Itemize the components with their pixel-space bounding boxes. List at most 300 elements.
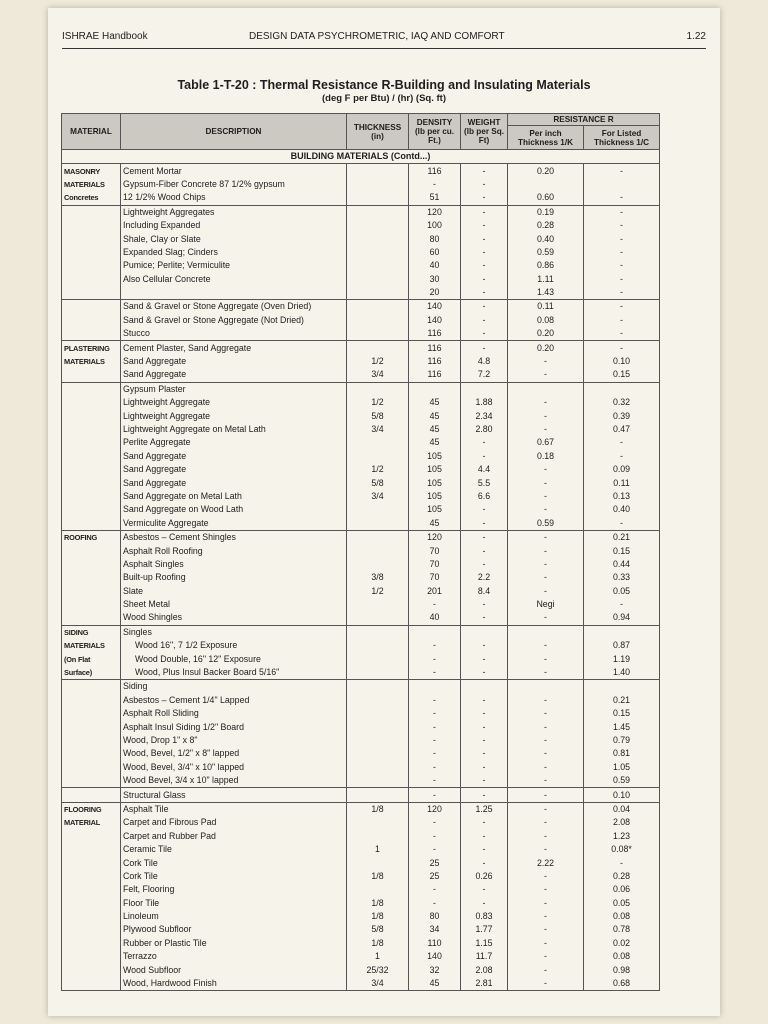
description-cell: Lightweight Aggregates <box>121 205 347 219</box>
material-cell <box>62 950 121 963</box>
thickness-cell <box>347 503 409 516</box>
density-cell: 70 <box>409 544 461 557</box>
for-listed-cell: 0.98 <box>584 963 660 976</box>
material-cell <box>62 396 121 409</box>
thickness-cell <box>347 341 409 355</box>
material-cell <box>62 517 121 531</box>
density-cell: 105 <box>409 463 461 476</box>
weight-cell: - <box>461 273 508 286</box>
table-row <box>62 816 660 829</box>
header-chapter-title: DESIGN DATA PSYCHROMETRIC, IAQ AND COMFORT <box>249 31 505 42</box>
table-row <box>62 896 660 909</box>
thickness-cell: 1/8 <box>347 802 409 816</box>
thickness-cell <box>347 747 409 760</box>
weight-cell: - <box>461 286 508 300</box>
for-listed-cell: - <box>584 273 660 286</box>
for-listed-cell: - <box>584 598 660 611</box>
weight-cell: - <box>461 598 508 611</box>
density-cell: 45 <box>409 396 461 409</box>
density-cell: 120 <box>409 205 461 219</box>
material-cell <box>62 937 121 950</box>
density-cell: 60 <box>409 246 461 259</box>
for-listed-cell: - <box>584 314 660 327</box>
weight-head: WEIGHT <box>467 118 501 127</box>
per-inch-cell: 0.40 <box>508 232 584 245</box>
description-cell: Siding <box>121 680 347 694</box>
per-inch-cell: - <box>508 652 584 665</box>
density-cell: - <box>409 720 461 733</box>
header-rule <box>62 48 706 49</box>
thickness-cell <box>347 666 409 680</box>
for-listed-cell <box>584 382 660 396</box>
weight-cell: - <box>461 544 508 557</box>
description-cell: Asphalt Tile <box>121 802 347 816</box>
weight-cell: - <box>461 503 508 516</box>
per-inch-cell <box>508 382 584 396</box>
table-row <box>62 830 660 843</box>
weight-cell: 8.4 <box>461 585 508 598</box>
for-listed-cell: 0.05 <box>584 585 660 598</box>
for-listed-cell <box>584 680 660 694</box>
material-cell <box>62 232 121 245</box>
density-cell: 116 <box>409 327 461 341</box>
weight-cell: 0.83 <box>461 910 508 923</box>
material-cell <box>62 286 121 300</box>
for-listed-cell: 0.32 <box>584 396 660 409</box>
thickness-cell <box>347 856 409 869</box>
description-cell: Sand Aggregate <box>121 476 347 489</box>
thickness-cell <box>347 191 409 205</box>
col-header-description: DESCRIPTION <box>121 114 347 150</box>
description-cell: Asphalt Roll Sliding <box>121 707 347 720</box>
weight-cell: - <box>461 450 508 463</box>
description-cell: Wood, Bevel, 3/4" x 10" lapped <box>121 761 347 774</box>
thickness-cell <box>347 259 409 272</box>
description-cell: Also Cellular Concrete <box>121 273 347 286</box>
density-cell: 45 <box>409 517 461 531</box>
weight-cell: - <box>461 652 508 665</box>
table-row <box>62 191 660 205</box>
col-header-density <box>409 114 461 150</box>
per-inch-cell: - <box>508 910 584 923</box>
per-inch-cell: - <box>508 883 584 896</box>
density-cell: 40 <box>409 611 461 625</box>
thickness-cell <box>347 611 409 625</box>
weight-cell: - <box>461 178 508 191</box>
thickness-cell: 25/32 <box>347 963 409 976</box>
material-cell <box>62 720 121 733</box>
material-cell: MATERIALS <box>62 639 121 652</box>
thickness-cell <box>347 625 409 639</box>
for-listed-cell: 0.21 <box>584 694 660 707</box>
material-cell <box>62 490 121 503</box>
weight-cell: - <box>461 436 508 449</box>
for-listed-cell: 0.59 <box>584 774 660 788</box>
weight-cell: 2.34 <box>461 409 508 422</box>
description-cell: Vermiculite Aggregate <box>121 517 347 531</box>
material-cell <box>62 788 121 802</box>
material-cell <box>62 558 121 571</box>
thickness-cell <box>347 450 409 463</box>
table-row <box>62 937 660 950</box>
weight-cell: 6.6 <box>461 490 508 503</box>
table-title: Table 1-T-20 : Thermal Resistance R-Building and Insulating Materials <box>177 78 591 92</box>
for-listed-cell: - <box>584 450 660 463</box>
material-cell <box>62 707 121 720</box>
density-cell: 45 <box>409 436 461 449</box>
material-cell: FLOORING <box>62 802 121 816</box>
density-cell: 140 <box>409 314 461 327</box>
density-cell: 30 <box>409 273 461 286</box>
for-listed-cell: 0.10 <box>584 355 660 368</box>
density-cell: - <box>409 707 461 720</box>
per-inch-cell: 0.20 <box>508 164 584 178</box>
thickness-cell <box>347 314 409 327</box>
col-header-thickness: THICKNESS (in) <box>347 114 409 150</box>
per-inch-cell: - <box>508 544 584 557</box>
density-cell: - <box>409 761 461 774</box>
for-listed-cell: 0.11 <box>584 476 660 489</box>
material-cell <box>62 963 121 976</box>
weight-cell: 2.2 <box>461 571 508 584</box>
density-cell: 80 <box>409 910 461 923</box>
density-cell: 51 <box>409 191 461 205</box>
for-listed-cell: 0.44 <box>584 558 660 571</box>
for-listed-cell: 0.15 <box>584 368 660 382</box>
per-inch-cell: - <box>508 355 584 368</box>
section-title: BUILDING MATERIALS (Contd...) <box>62 150 660 164</box>
weight-cell: - <box>461 259 508 272</box>
description-cell: Shale, Clay or Slate <box>121 232 347 245</box>
table-row <box>62 463 660 476</box>
material-cell <box>62 761 121 774</box>
for-listed-cell: - <box>584 232 660 245</box>
weight-cell: 2.80 <box>461 423 508 436</box>
table-row <box>62 368 660 382</box>
thickness-cell <box>347 652 409 665</box>
weight-cell: - <box>461 734 508 747</box>
density-cell: 201 <box>409 585 461 598</box>
density-cell: 105 <box>409 490 461 503</box>
density-cell: 20 <box>409 286 461 300</box>
per-inch-cell: 0.18 <box>508 450 584 463</box>
thickness-cell <box>347 273 409 286</box>
table-row <box>62 530 660 544</box>
description-cell: Perlite Aggregate <box>121 436 347 449</box>
thickness-cell: 5/8 <box>347 476 409 489</box>
density-cell: 116 <box>409 355 461 368</box>
table-row <box>62 788 660 802</box>
thickness-cell: 3/8 <box>347 571 409 584</box>
material-cell <box>62 585 121 598</box>
density-cell: - <box>409 883 461 896</box>
description-cell: 12 1/2% Wood Chips <box>121 191 347 205</box>
weight-cell: - <box>461 761 508 774</box>
weight-cell: - <box>461 530 508 544</box>
description-cell: Cement Mortar <box>121 164 347 178</box>
density-cell: - <box>409 843 461 856</box>
per-inch-cell: - <box>508 923 584 936</box>
for-listed-cell: - <box>584 259 660 272</box>
material-cell <box>62 856 121 869</box>
description-cell: Lightweight Aggregate <box>121 409 347 422</box>
description-cell: Lightweight Aggregate on Metal Lath <box>121 423 347 436</box>
description-cell: Slate <box>121 585 347 598</box>
material-cell <box>62 734 121 747</box>
weight-cell: 11.7 <box>461 950 508 963</box>
description-cell: Asphalt Singles <box>121 558 347 571</box>
per-inch-cell: - <box>508 788 584 802</box>
description-cell: Sand Aggregate on Metal Lath <box>121 490 347 503</box>
per-inch-cell: - <box>508 830 584 843</box>
for-listed-cell: 0.21 <box>584 530 660 544</box>
thickness-cell: 1/8 <box>347 937 409 950</box>
table-row <box>62 977 660 991</box>
thickness-cell <box>347 544 409 557</box>
for-listed-cell: 1.05 <box>584 761 660 774</box>
per-inch-cell: - <box>508 977 584 991</box>
per-inch-cell: Negi <box>508 598 584 611</box>
description-cell: Linoleum <box>121 910 347 923</box>
table-row <box>62 843 660 856</box>
description-cell: Wood, Bevel, 1/2" x 8" lapped <box>121 747 347 760</box>
for-listed-cell: - <box>584 341 660 355</box>
material-cell <box>62 870 121 883</box>
thickness-cell: 1 <box>347 843 409 856</box>
for-listed-cell: 1.19 <box>584 652 660 665</box>
thickness-cell <box>347 816 409 829</box>
thickness-cell <box>347 598 409 611</box>
for-listed-cell: - <box>584 517 660 531</box>
for-listed-cell: 0.08 <box>584 910 660 923</box>
description-cell: Wood 16", 7 1/2 Exposure <box>121 639 347 652</box>
weight-cell: - <box>461 232 508 245</box>
density-cell: 120 <box>409 530 461 544</box>
description-cell: Sand Aggregate on Wood Lath <box>121 503 347 516</box>
for-listed-cell: - <box>584 219 660 232</box>
col-header-material: MATERIAL <box>62 114 121 150</box>
material-cell <box>62 205 121 219</box>
material-cell: SIDING <box>62 625 121 639</box>
weight-cell: 1.25 <box>461 802 508 816</box>
header-page-number: 1.22 <box>686 31 706 42</box>
thickness-cell: 1/2 <box>347 463 409 476</box>
table-row <box>62 246 660 259</box>
table-row <box>62 396 660 409</box>
weight-cell <box>461 382 508 396</box>
per-inch-cell: - <box>508 950 584 963</box>
table-row <box>62 585 660 598</box>
description-cell: Lightweight Aggregate <box>121 396 347 409</box>
material-cell <box>62 694 121 707</box>
for-listed-cell: 0.28 <box>584 870 660 883</box>
thickness-cell: 1/8 <box>347 870 409 883</box>
table-row <box>62 219 660 232</box>
description-cell: Built-up Roofing <box>121 571 347 584</box>
per-inch-cell: 0.59 <box>508 517 584 531</box>
table-row <box>62 490 660 503</box>
description-cell: Sand Aggregate <box>121 450 347 463</box>
per-inch-cell: 0.19 <box>508 205 584 219</box>
material-cell: MATERIALS <box>62 178 121 191</box>
table-row <box>62 571 660 584</box>
for-listed-cell: 0.79 <box>584 734 660 747</box>
material-cell <box>62 896 121 909</box>
table-row <box>62 910 660 923</box>
description-cell: Terrazzo <box>121 950 347 963</box>
table-row <box>62 720 660 733</box>
description-cell: Expanded Slag; Cinders <box>121 246 347 259</box>
for-listed-cell: 0.94 <box>584 611 660 625</box>
material-cell <box>62 747 121 760</box>
thickness-cell <box>347 734 409 747</box>
thickness-cell: 3/4 <box>347 368 409 382</box>
table-row <box>62 503 660 516</box>
for-listed-cell: 0.13 <box>584 490 660 503</box>
table-row <box>62 273 660 286</box>
material-cell <box>62 680 121 694</box>
table-row <box>62 598 660 611</box>
weight-cell: - <box>461 246 508 259</box>
for-listed-cell: - <box>584 300 660 314</box>
description-cell: Wood Shingles <box>121 611 347 625</box>
density-cell: 45 <box>409 423 461 436</box>
density-cell: 25 <box>409 856 461 869</box>
material-cell <box>62 409 121 422</box>
weight-cell: 2.81 <box>461 977 508 991</box>
material-cell <box>62 368 121 382</box>
thickness-cell <box>347 774 409 788</box>
col-header-for-listed: For Listed Thickness 1/C <box>584 126 660 150</box>
thickness-cell <box>347 205 409 219</box>
table-row <box>62 774 660 788</box>
density-cell: 40 <box>409 259 461 272</box>
material-cell <box>62 883 121 896</box>
for-listed-cell: 0.10 <box>584 788 660 802</box>
density-head: DENSITY <box>416 118 453 127</box>
density-cell: 100 <box>409 219 461 232</box>
density-cell: 110 <box>409 937 461 950</box>
for-listed-cell: 0.15 <box>584 544 660 557</box>
weight-cell: - <box>461 164 508 178</box>
description-cell: Wood, Plus Insul Backer Board 5/16" <box>121 666 347 680</box>
table-row <box>62 639 660 652</box>
material-cell: PLASTERING <box>62 341 121 355</box>
description-cell: Wood Subfloor <box>121 963 347 976</box>
table-row <box>62 436 660 449</box>
density-cell: 80 <box>409 232 461 245</box>
material-cell: ROOFING <box>62 530 121 544</box>
density-cell: - <box>409 896 461 909</box>
weight-cell: 4.8 <box>461 355 508 368</box>
per-inch-cell: - <box>508 937 584 950</box>
description-cell: Ceramic Tile <box>121 843 347 856</box>
thickness-cell: 3/4 <box>347 977 409 991</box>
per-inch-cell: - <box>508 816 584 829</box>
weight-cell: 2.08 <box>461 963 508 976</box>
description-cell: Singles <box>121 625 347 639</box>
description-cell: Sand Aggregate <box>121 368 347 382</box>
per-inch-cell: - <box>508 423 584 436</box>
weight-cell: - <box>461 314 508 327</box>
thickness-cell <box>347 830 409 843</box>
per-inch-cell: - <box>508 639 584 652</box>
density-cell: 45 <box>409 977 461 991</box>
table-row <box>62 164 660 178</box>
table-row <box>62 652 660 665</box>
thickness-cell: 3/4 <box>347 423 409 436</box>
for-listed-cell: - <box>584 286 660 300</box>
table-row <box>62 747 660 760</box>
weight-cell: - <box>461 774 508 788</box>
table-row <box>62 314 660 327</box>
weight-unit: (lb per Sq. Ft) <box>463 127 505 145</box>
table-row <box>62 300 660 314</box>
description-cell: Asbestos – Cement 1/4" Lapped <box>121 694 347 707</box>
material-cell: (On Flat <box>62 652 121 665</box>
density-cell: 120 <box>409 802 461 816</box>
thickness-cell <box>347 558 409 571</box>
density-cell: 45 <box>409 409 461 422</box>
per-inch-cell: - <box>508 761 584 774</box>
thickness-cell <box>347 694 409 707</box>
table-row <box>62 666 660 680</box>
material-cell <box>62 476 121 489</box>
for-listed-cell: - <box>584 164 660 178</box>
description-cell: Sand & Gravel or Stone Aggregate (Not Dried) <box>121 314 347 327</box>
weight-cell: - <box>461 191 508 205</box>
for-listed-cell: 0.08 <box>584 950 660 963</box>
for-listed-cell <box>584 625 660 639</box>
per-inch-cell: - <box>508 611 584 625</box>
for-listed-cell: - <box>584 856 660 869</box>
for-listed-cell: 0.40 <box>584 503 660 516</box>
weight-cell: 1.77 <box>461 923 508 936</box>
thickness-cell <box>347 164 409 178</box>
per-inch-cell: - <box>508 747 584 760</box>
per-inch-cell: - <box>508 476 584 489</box>
description-cell: Sand Aggregate <box>121 355 347 368</box>
thickness-cell <box>347 639 409 652</box>
description-cell: Asbestos – Cement Shingles <box>121 530 347 544</box>
table-row <box>62 232 660 245</box>
per-inch-cell: - <box>508 802 584 816</box>
per-inch-cell: - <box>508 368 584 382</box>
description-cell: Cork Tile <box>121 870 347 883</box>
per-inch-cell: - <box>508 896 584 909</box>
density-cell: - <box>409 178 461 191</box>
for-listed-cell: - <box>584 436 660 449</box>
for-listed-cell: 1.45 <box>584 720 660 733</box>
thickness-cell <box>347 300 409 314</box>
per-inch-cell <box>508 178 584 191</box>
description-cell: Sand Aggregate <box>121 463 347 476</box>
density-cell: 32 <box>409 963 461 976</box>
per-inch-cell: 0.08 <box>508 314 584 327</box>
thickness-cell: 5/8 <box>347 409 409 422</box>
for-listed-cell: - <box>584 246 660 259</box>
density-cell: 105 <box>409 476 461 489</box>
table-subtitle: (deg F per Btu) / (hr) (Sq. ft) <box>321 93 446 104</box>
density-cell: 105 <box>409 503 461 516</box>
table-row <box>62 856 660 869</box>
weight-cell: 5.5 <box>461 476 508 489</box>
table-row <box>62 327 660 341</box>
description-cell: Cement Plaster, Sand Aggregate <box>121 341 347 355</box>
table-row <box>62 409 660 422</box>
material-cell <box>62 259 121 272</box>
per-inch-cell: - <box>508 707 584 720</box>
